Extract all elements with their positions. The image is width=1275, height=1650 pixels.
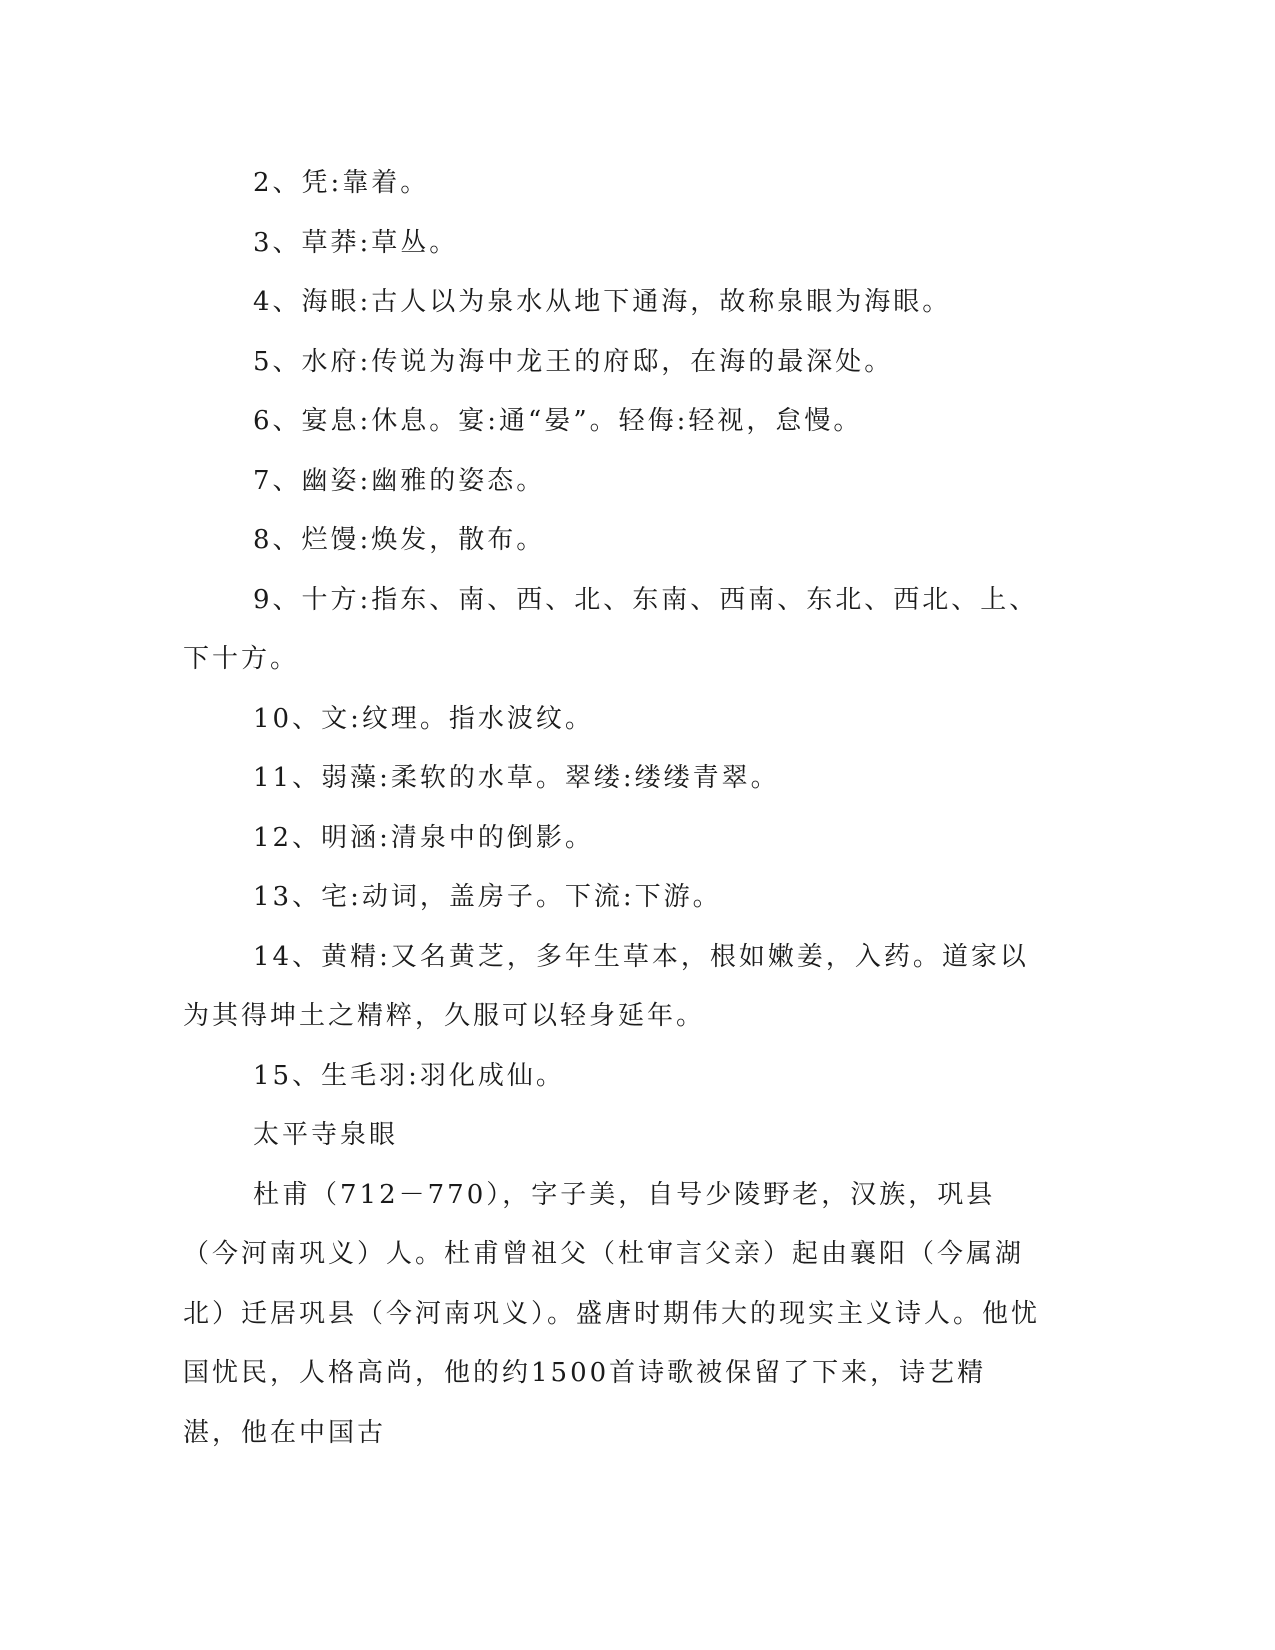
note-4: 4、海眼:古人以为泉水从地下通海，故称泉眼为海眼。 [253,287,952,317]
note-14: 14、黄精:又名黄芝，多年生草本，根如嫩姜，入药。道家以为其得坤土之精粹，久服可以轻身延年。 [183,941,1029,1031]
document-body [183,154,1043,1463]
note-5: 5、水府:传说为海中龙王的府邸，在海的最深处。 [253,346,894,377]
note-10: 10、文:纹理。指水波纹。 [253,703,594,734]
section-heading: 太平寺泉眼 [253,1120,399,1150]
note-9: 9、十方:指东、南、西、北、东南、西南、东北、西北、上、下十方。 [183,584,1039,674]
note-2: 2、凭:靠着。 [253,168,430,198]
author-bio: 杜甫（712－770），字子美，自号少陵野老，汉族，巩县（今河南巩义）人。杜甫曾祖父（杜审言父亲）起由襄阳（今属湖北）迁居巩县（今河南巩义）。盛唐时期伟大的现实主义诗人。他忧国忧民，人格高尚，他的约1500首诗歌被保留了下来，诗艺精湛，他在中国古 [183,1179,1041,1448]
note-15: 15、生毛羽:羽化成仙。 [253,1060,565,1091]
note-7: 7、幽姿:幽雅的姿态。 [253,465,546,496]
note-6: 6、宴息:休息。宴:通“晏”。轻侮:轻视，怠慢。 [253,406,863,436]
note-8: 8、烂馒:焕发，散布。 [253,525,546,555]
note-12: 12、明涵:清泉中的倒影。 [253,822,594,853]
note-13: 13、宅:动词，盖房子。下流:下游。 [253,882,722,912]
note-11: 11、弱藻:柔软的水草。翠缕:缕缕青翠。 [253,763,780,793]
note-3: 3、草莽:草丛。 [253,227,459,258]
